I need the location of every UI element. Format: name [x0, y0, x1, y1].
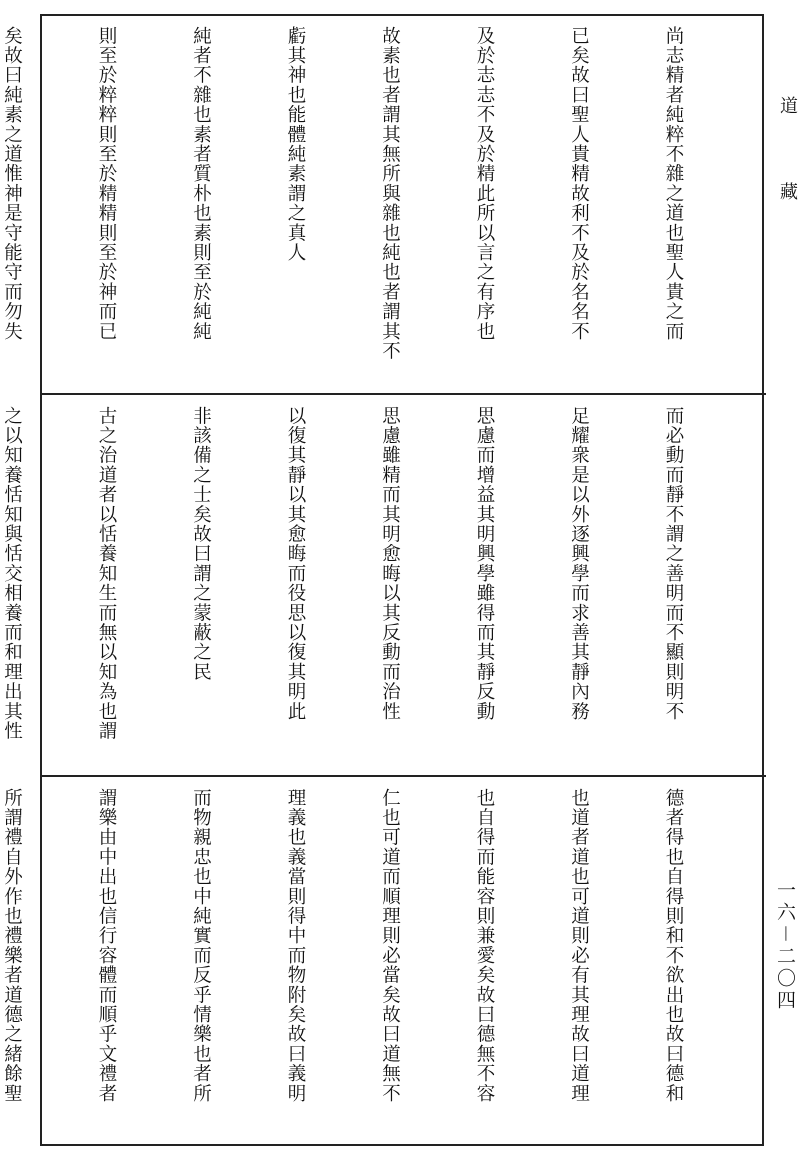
outer-margin — [766, 0, 800, 1160]
text-column: 所謂禮自外作也禮樂者道德之緒餘聖 — [1, 788, 23, 1104]
text-column: 仁也可道而順理則必當矣故曰道無不 — [379, 788, 401, 1104]
text-column: 足耀衆是以外逐興學而求善其靜內務 — [568, 406, 590, 722]
text-column: 故素也者謂其無所與雜也純也者謂其不 — [379, 26, 401, 361]
text-panel-bottom — [1, 778, 762, 1144]
text-column: 則至於粹粹則至於精精則至於神而已 — [96, 26, 117, 342]
text-column: 尚志精者純粹不雜之道也聖人貴之而 — [663, 26, 684, 342]
canon-name-char: 藏 — [777, 182, 798, 200]
text-column: 純者不雜也素者質朴也素則至於純純 — [190, 26, 212, 342]
canon-name-char: 道 — [777, 96, 798, 120]
text-column: 思慮而增益其明興學雖得而其靜反動 — [474, 406, 495, 722]
text-column: 謂樂由中出也信行容體而順乎文禮者 — [96, 788, 117, 1104]
text-column: 思慮雖精而其明愈晦以其反動而治性 — [379, 406, 401, 722]
text-column: 已矣故曰聖人貴精故利不及於名名不 — [568, 26, 590, 342]
text-column: 之以知養恬知與恬交相養而和理出其性 — [1, 406, 23, 741]
text-column: 也自得而能容則兼愛矣故曰德無不容 — [474, 788, 495, 1104]
text-column: 而必動而靜不謂之善明而不顯則明不 — [663, 406, 684, 722]
text-column: 非該備之士矣故曰謂之蒙蔽之民 — [190, 406, 212, 682]
panel-divider — [40, 775, 766, 777]
text-panel-top — [1, 16, 762, 394]
text-column: 古之治道者以恬養知生而無以知為也謂 — [96, 406, 117, 741]
text-column: 也道者道也可道則必有其理故曰道理 — [568, 788, 590, 1104]
vertical-text-block — [1, 406, 752, 766]
text-column: 以復其靜以其愈晦而役思以復其明此 — [285, 406, 306, 722]
text-column: 及於志志不及於精此所以言之有序也 — [474, 26, 495, 342]
text-column: 虧其神也能體純素謂之真人 — [285, 26, 306, 263]
panel-divider — [40, 393, 766, 395]
text-column: 而物親忠也中純實而反乎情樂也者所 — [190, 788, 212, 1104]
text-column: 德者得也自得則和不欲出也故曰德和 — [663, 788, 684, 1104]
page-number: 一六－二〇四 — [774, 880, 796, 1013]
text-column: 矣故曰純素之道惟神是守能守而勿失 — [1, 26, 23, 342]
text-panel-middle — [1, 396, 762, 776]
page-frame — [1, 14, 764, 1146]
vertical-text-block — [1, 26, 752, 384]
vertical-text-block — [1, 788, 752, 1134]
text-column: 理義也義當則得中而物附矣故曰義明 — [285, 788, 306, 1104]
